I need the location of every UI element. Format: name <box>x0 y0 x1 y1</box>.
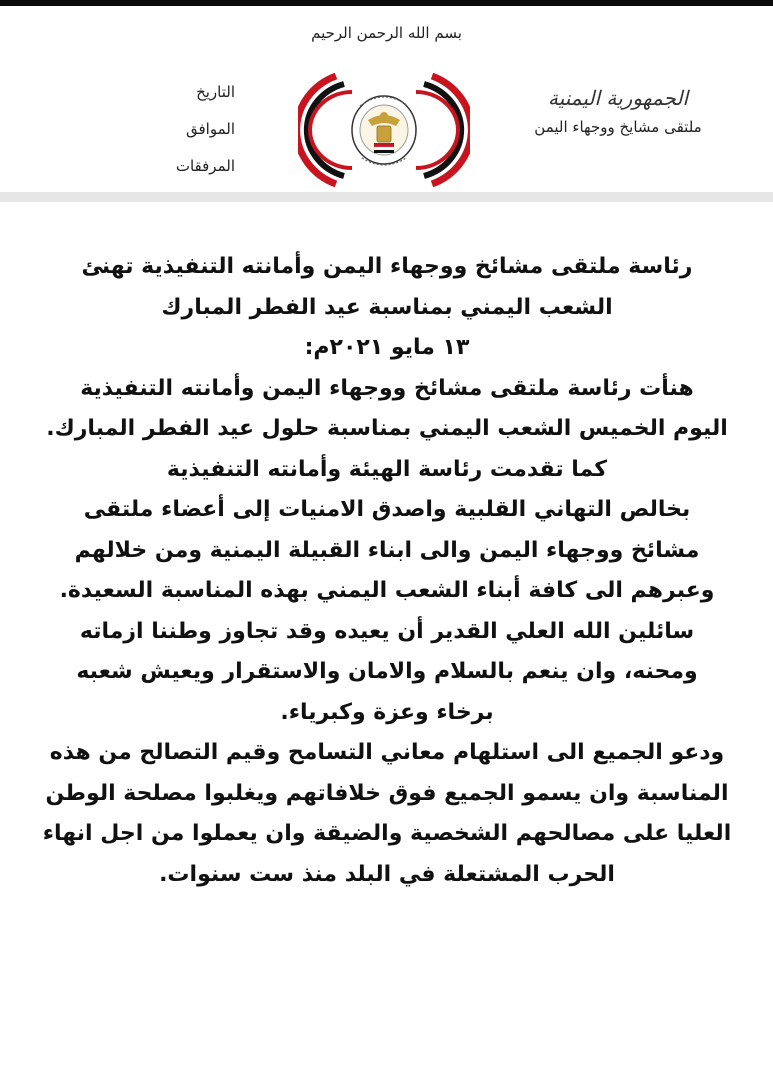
forum-emblem-icon <box>298 66 470 194</box>
forum-name: ملتقى مشايخ ووجهاء اليمن <box>534 118 702 136</box>
statement-line: رئاسة ملتقى مشائخ ووجهاء اليمن وأمانته التنفيذية تهنئ <box>81 254 693 279</box>
statement-line: اليوم الخميس الشعب اليمني بمناسبة حلول عيد الفطر المبارك. <box>46 416 728 441</box>
attachments-field-label: المرفقات <box>175 157 235 175</box>
statement-line: هنأت رئاسة ملتقى مشائخ ووجهاء اليمن وأمانته التنفيذية <box>80 375 694 401</box>
basmala: بسم الله الرحمن الرحيم <box>311 24 462 42</box>
letterhead <box>0 6 773 192</box>
statement-line: الحرب المشتعلة في البلد منذ ست سنوات. <box>159 861 615 887</box>
statement-line: وعبرهم الى كافة أبناء الشعب اليمني بهذه المناسبة السعيدة. <box>59 578 715 603</box>
letterhead-fields <box>145 74 235 185</box>
statement-line: الشعب اليمني بمناسبة عيد الفطر المبارك <box>161 294 613 320</box>
corresponding-date-field-label: الموافق <box>185 120 235 138</box>
header-divider <box>0 192 773 202</box>
statement-body <box>22 247 752 895</box>
statement-line: سائلين الله العلي القدير أن يعيده وقد تجاوز وطننا ازماته <box>79 618 695 644</box>
letterhead-org-block <box>503 86 733 136</box>
statement-line: ودعو الجميع الى استلهام معاني التسامح وقيم التصالح من هذه <box>49 740 725 765</box>
statement-line: كما تقدمت رئاسة الهيئة وأمانته التنفيذية <box>166 456 608 482</box>
statement-line: مشائخ ووجهاء اليمن والى ابناء القبيلة اليمنية ومن خلالهم <box>74 537 700 563</box>
statement-line: ١٣ مايو ٢٠٢١م: <box>304 335 470 360</box>
statement-line: العليا على مصالحهم الشخصية والضيقة وان يعملوا من اجل انهاء <box>42 821 732 846</box>
date-field-label: التاريخ <box>196 83 235 101</box>
statement-line: المناسبة وان يسمو الجميع فوق خلافاتهم ويغلبوا مصلحة الوطن <box>45 780 729 806</box>
republic-calligraphy: الجمهورية اليمنية <box>547 86 689 110</box>
statement-line: بخالص التهاني القلبية واصدق الامنيات إلى أعضاء ملتقى <box>83 497 691 522</box>
statement-line: ومحنه، وان ينعم بالسلام والامان والاستقرار ويعيش شعبه <box>76 659 698 684</box>
statement-line: برخاء وعزة وكبرياء. <box>280 699 494 725</box>
